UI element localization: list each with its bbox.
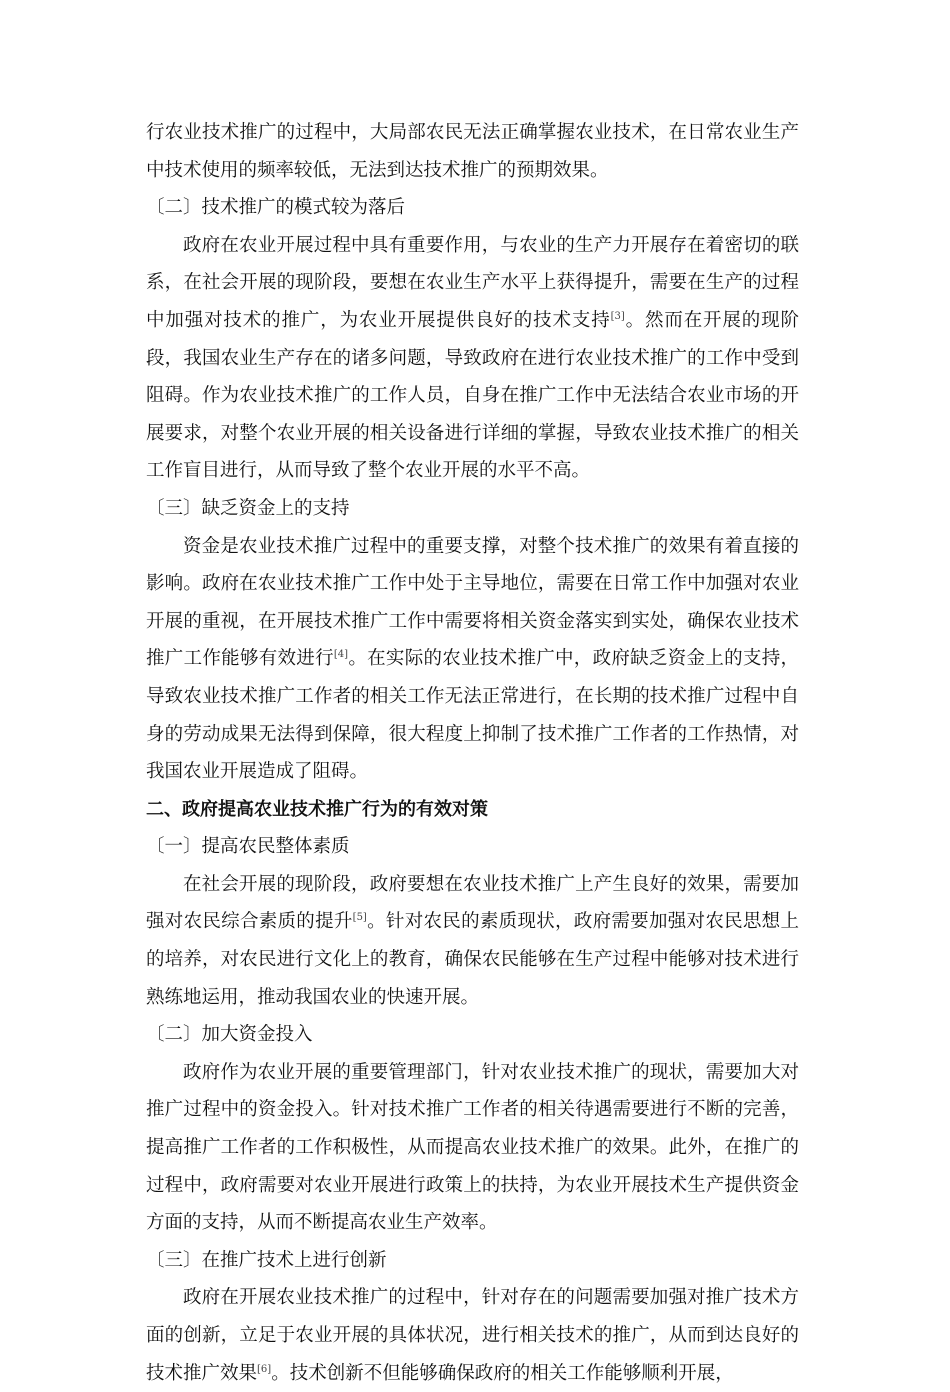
citation-ref: [5] <box>352 912 367 924</box>
section-heading-text: 二、政府提高农业技术推广行为的有效对策 <box>146 798 488 820</box>
paragraph-innovation <box>146 1279 799 1392</box>
paragraph-investment <box>146 1054 799 1242</box>
subheading-text: 〔三〕在推广技术上进行创新 <box>146 1249 387 1271</box>
paragraph-government-role <box>146 227 799 490</box>
paragraph-text: 。技术创新不但能够确保政府的相关工作能够顺利开展， <box>271 1362 734 1384</box>
subheading-text: 〔一〕提高农民整体素质 <box>146 836 350 858</box>
paragraph-text: 在社会开展的现阶段，政府要想在农业技术推广上产生良好的效果，需要加强对农民综合素质的提升 <box>146 873 799 933</box>
paragraph-funding <box>146 528 799 791</box>
paragraph-text: 政府作为农业开展的重要管理部门，针对农业技术推广的现状，需要加大对推广过程中的资金投入。针对技术推广工作者的相关待遇需要进行不断的完善，提高推广工作者的工作积极性，从而提高农业技术推广的效果。此外，在推广的过程中，政府需要对农业开展进行政策上的扶持，为农业开展技术生产提供资金方面的支持，从而不断提高农业生产效率。 <box>146 1061 799 1234</box>
citation-ref: [3] <box>610 310 625 322</box>
paragraph-text: 。在实际的农业技术推广中，政府缺乏资金上的支持，导致农业技术推广工作者的相关工作无法正常进行，在长期的技术推广过程中自身的劳动成果无法得到保障，很大程度上抑制了技术推广工作者的工作热情，对我国农业开展造成了阻碍。 <box>146 648 799 783</box>
citation-ref: [4] <box>333 649 349 661</box>
paragraph-text: 政府在开展农业技术推广的过程中，针对存在的问题需要加强对推广技术方面的创新，立足于农业开展的具体状况，进行相关技术的推广，从而到达良好的技术推广效果 <box>146 1287 799 1384</box>
subheading-lack-of-funds <box>146 490 799 528</box>
document-body <box>146 114 799 1392</box>
paragraph-text: 。然而在开展的现阶段，我国农业生产存在的诸多问题，导致政府在进行农业技术推广的工作中受到阻碍。作为农业技术推广的工作人员，自身在推广工作中无法结合农业市场的开展要求，对整个农业开展的相关设备进行详细的掌握，导致农业技术推广的相关工作盲目进行，从而导致了整个农业开展的水平不高。 <box>146 309 799 482</box>
subheading-model-outdated <box>146 189 799 227</box>
subheading-text: 〔二〕技术推广的模式较为落后 <box>146 197 406 219</box>
citation-ref: [6] <box>257 1363 272 1375</box>
paragraph-text: 行农业技术推广的过程中，大局部农民无法正确掌握农业技术，在日常农业生产中技术使用的频率较低，无法到达技术推广的预期效果。 <box>146 122 799 181</box>
paragraph-text: 政府在农业开展过程中具有重要作用，与农业的生产力开展存在着密切的联系，在社会开展的现阶段，要想在农业生产水平上获得提升，需要在生产的过程中加强对技术的推广，为农业开展提供良好的技术支持 <box>146 234 799 331</box>
paragraph-continued <box>146 114 799 189</box>
subheading-text: 〔二〕加大资金投入 <box>146 1024 313 1046</box>
paragraph-text: 。针对农民的素质现状，政府需要加强对农民思想上的培养，对农民进行文化上的教育，确保农民能够在生产过程中能够对技术进行熟练地运用，推动我国农业的快速开展。 <box>146 911 799 1008</box>
subheading-improve-quality <box>146 828 799 866</box>
paragraph-text: 资金是农业技术推广过程中的重要支撑，对整个技术推广的效果有着直接的影响。政府在农业技术推广工作中处于主导地位，需要在日常工作中加强对农业开展的重视，在开展技术推广工作中需要将相关资金落实到实处，确保农业技术推广工作能够有效进行 <box>146 535 799 670</box>
section-heading-countermeasures <box>146 791 799 829</box>
subheading-increase-investment <box>146 1016 799 1054</box>
subheading-text: 〔三〕缺乏资金上的支持 <box>146 497 350 519</box>
paragraph-farmer-quality <box>146 866 799 1016</box>
subheading-innovation <box>146 1242 799 1280</box>
